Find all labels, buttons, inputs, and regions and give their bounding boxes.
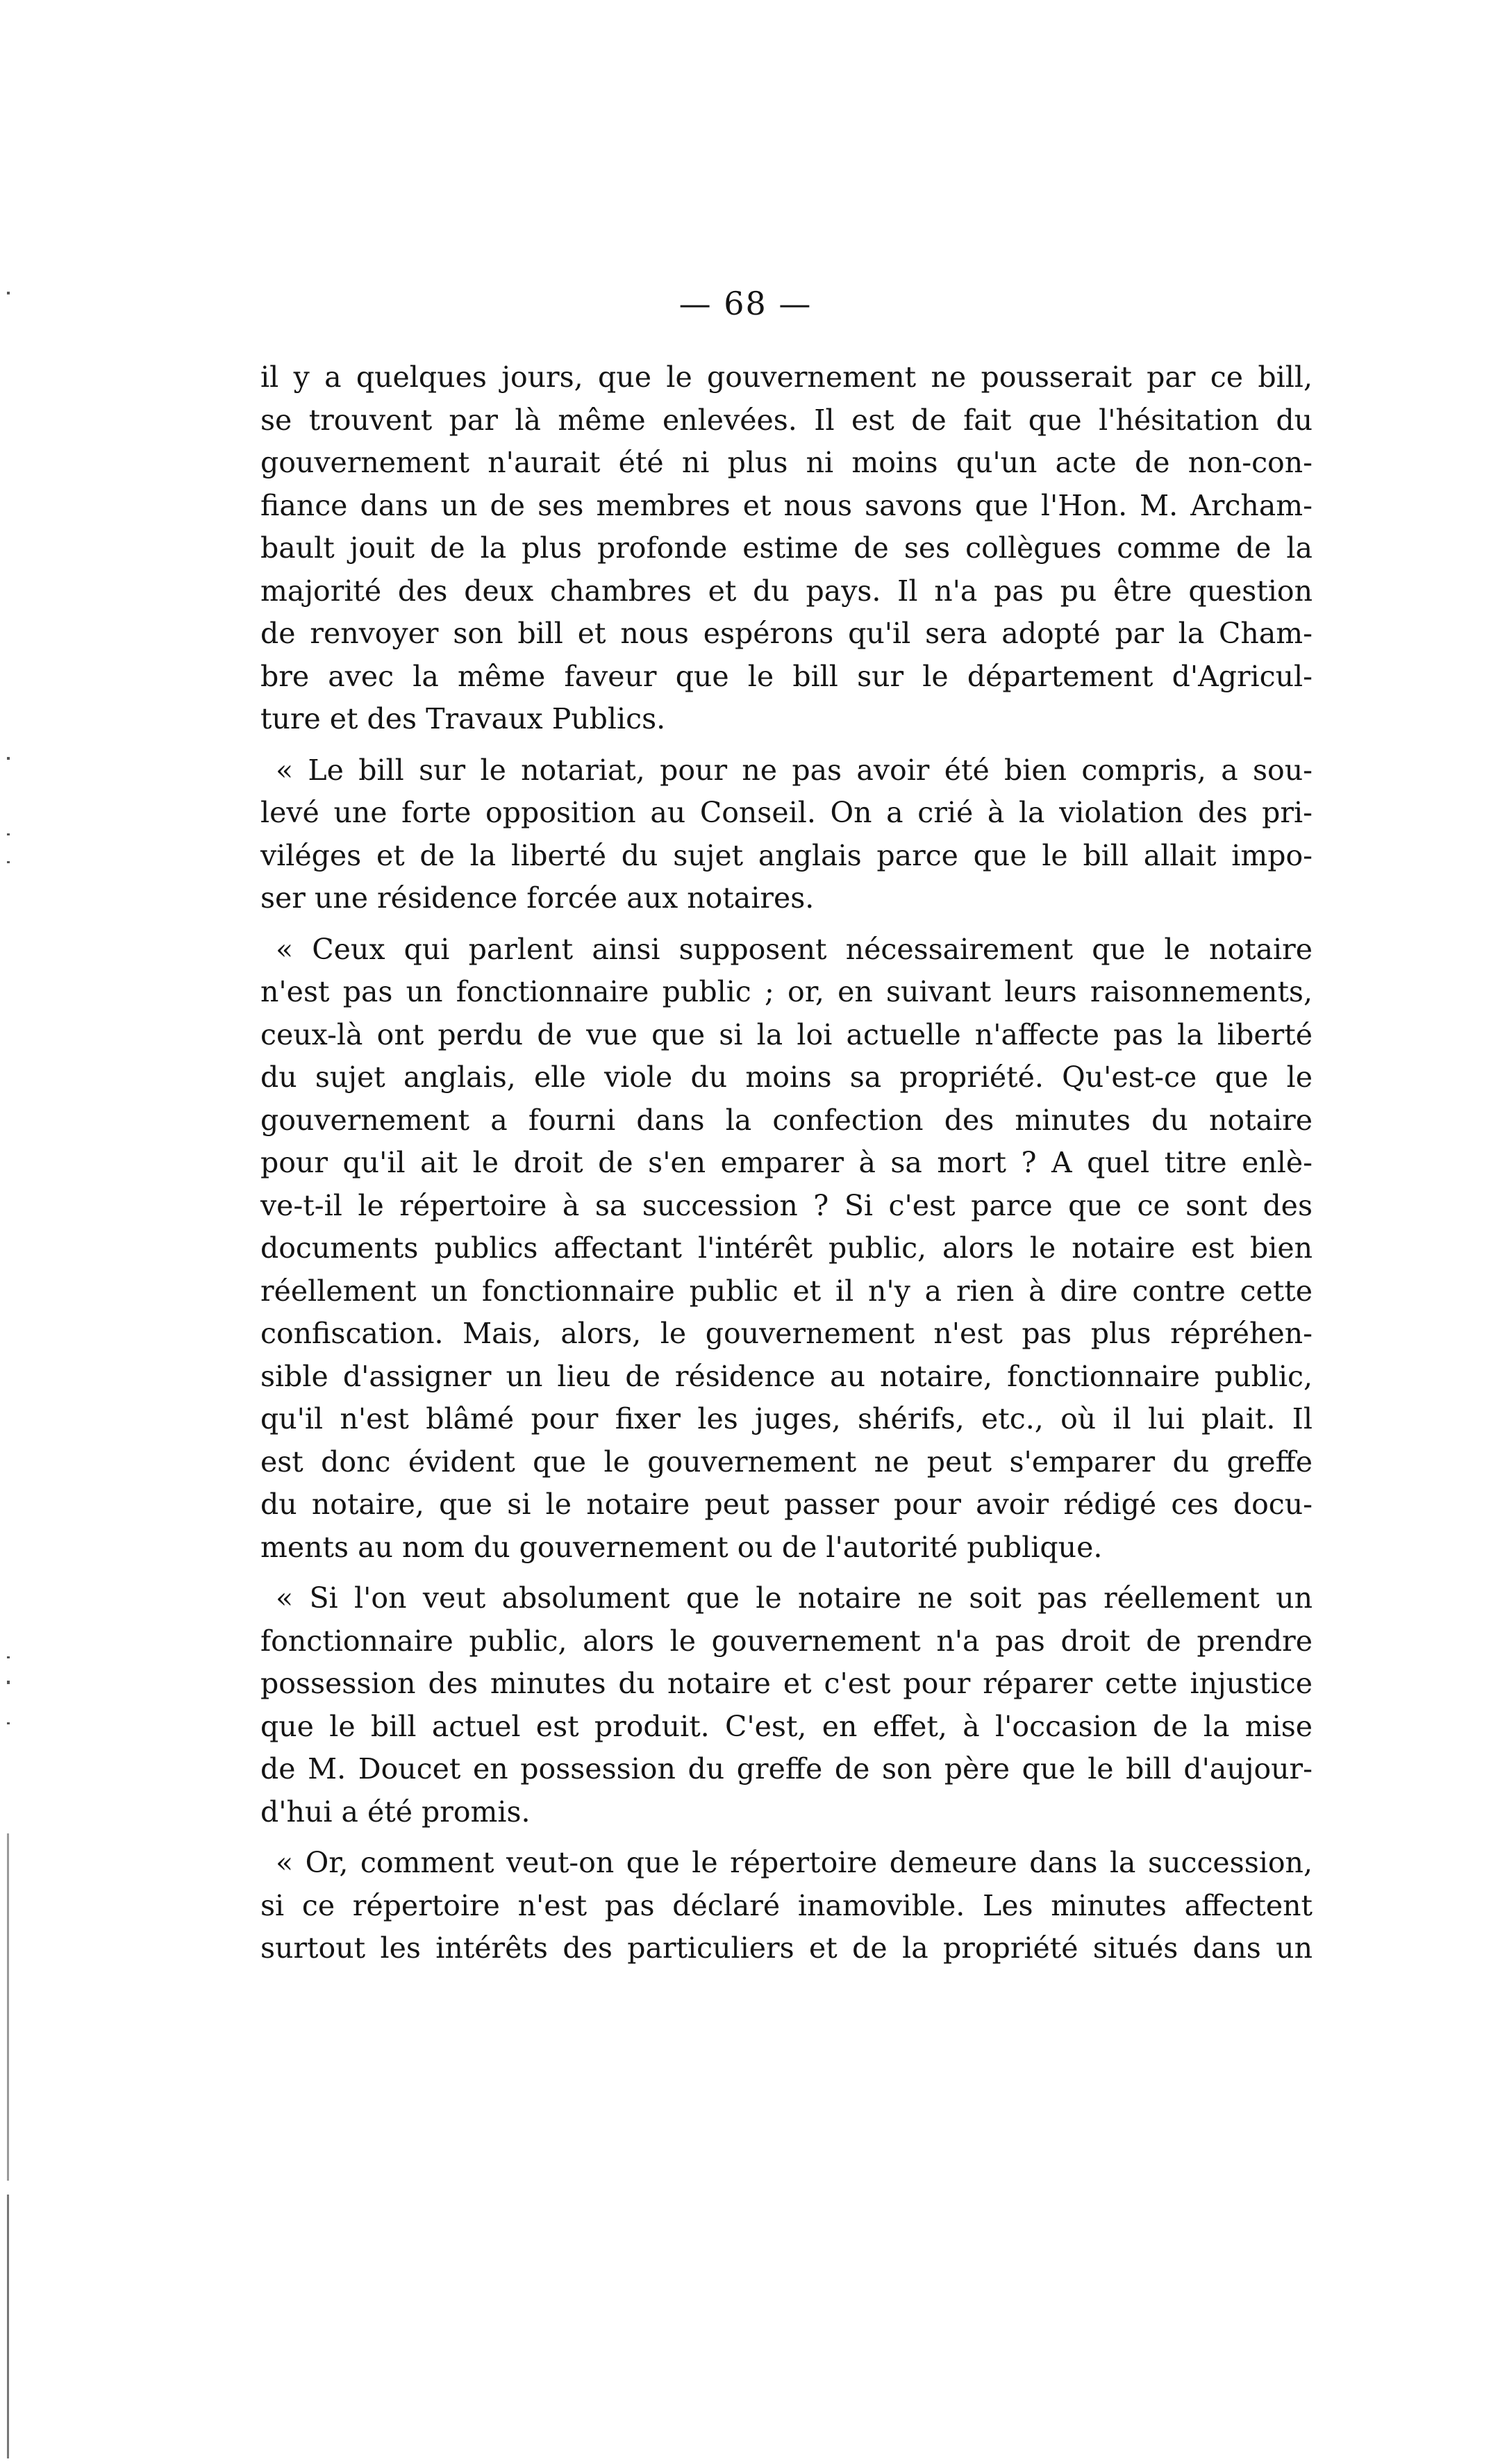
text-line: fonctionnaire public, alors le gouvernement n'a pas droit de prendre	[260, 1624, 1313, 1658]
paragraph-2	[260, 749, 1313, 920]
text-line: de renvoyer son bill et nous espérons qu'il sera adopté par la Cham-	[260, 617, 1313, 650]
text-line: si ce répertoire n'est pas déclaré inamovible. Les minutes affectent	[260, 1888, 1313, 1922]
text-line: sible d'assigner un lieu de résidence au notaire, fonctionnaire public,	[260, 1359, 1313, 1393]
text-line: « Le bill sur le notariat, pour ne pas avoir été bien compris, a sou-	[276, 753, 1313, 787]
text-line: ser une résidence forcée aux notaires.	[260, 881, 815, 915]
text-line: surtout les intérêts des particuliers et de la propriété situés dans un	[260, 1931, 1313, 1965]
text-line: « Si l'on veut absolument que le notaire ne soit pas réellement un	[276, 1581, 1313, 1615]
text-line: bre avec la même faveur que le bill sur le département d'Agricul-	[260, 659, 1313, 693]
text-line: du sujet anglais, elle viole du moins sa propriété. Qu'est-ce que le	[260, 1060, 1313, 1094]
text-line: viléges et de la liberté du sujet anglais parce que le bill allait impo-	[260, 838, 1313, 872]
text-line: levé une forte opposition au Conseil. On a crié à la violation des pri-	[260, 796, 1313, 829]
text-line: qu'il n'est blâmé pour fixer les juges, shérifs, etc., où il lui plait. Il	[260, 1402, 1313, 1435]
text-line: ceux-là ont perdu de vue que si la loi actuelle n'affecte pas la liberté	[260, 1017, 1313, 1051]
text-line: est donc évident que le gouvernement ne peut s'emparer du greffe	[260, 1445, 1313, 1479]
text-line: se trouvent par là même enlevées. Il est de fait que l'hésitation du	[260, 403, 1313, 437]
text-line: gouvernement a fourni dans la confection des minutes du notaire	[260, 1103, 1313, 1137]
text-line: majorité des deux chambres et du pays. Il n'a pas pu être question	[260, 574, 1313, 608]
text-line: « Or, comment veut-on que le répertoire demeure dans la succession,	[276, 1846, 1313, 1879]
page-number: — 68 —	[678, 285, 813, 322]
body-text	[260, 356, 1313, 1970]
text-line: gouvernement n'aurait été ni plus ni moins qu'un acte de non-con-	[260, 446, 1313, 479]
text-line: du notaire, que si le notaire peut passer pour avoir rédigé ces docu-	[260, 1488, 1313, 1521]
text-line: documents publics affectant l'intérêt public, alors le notaire est bien	[260, 1231, 1313, 1265]
text-line: confiscation. Mais, alors, le gouvernement n'est pas plus répréhen-	[260, 1317, 1313, 1350]
text-line: pour qu'il ait le droit de s'en emparer à sa mort ? A quel titre enlè-	[260, 1146, 1313, 1179]
text-line: que le bill actuel est produit. C'est, en effet, à l'occasion de la mise	[260, 1709, 1313, 1743]
text-line: ve-t-il le répertoire à sa succession ? Si c'est parce que ce sont des	[260, 1188, 1313, 1222]
text-line: « Ceux qui parlent ainsi supposent nécessairement que le notaire	[276, 932, 1313, 966]
paragraph-1	[260, 356, 1313, 741]
text-line: n'est pas un fonctionnaire public ; or, en suivant leurs raisonnements,	[260, 975, 1313, 1008]
text-line: il y a quelques jours, que le gouvernement ne pousserait par ce bill,	[260, 360, 1313, 394]
text-line: fiance dans un de ses membres et nous savons que l'Hon. M. Archam-	[260, 488, 1313, 522]
text-line: de M. Doucet en possession du greffe de son père que le bill d'aujour-	[260, 1752, 1313, 1785]
text-line: possession des minutes du notaire et c'est pour réparer cette injustice	[260, 1667, 1313, 1700]
paragraph-5	[260, 1842, 1313, 1970]
paragraph-4	[260, 1577, 1313, 1833]
scan-edge-marks	[0, 0, 21, 2464]
text-line: ments au nom du gouvernement ou de l'autorité publique.	[260, 1530, 1103, 1564]
text-line: d'hui a été promis.	[260, 1795, 531, 1829]
paragraph-3	[260, 929, 1313, 1570]
text-line: réellement un fonctionnaire public et il n'y a rien à dire contre cette	[260, 1274, 1313, 1308]
text-line: ture et des Travaux Publics.	[260, 702, 666, 735]
text-line: bault jouit de la plus profonde estime de ses collègues comme de la	[260, 531, 1313, 565]
